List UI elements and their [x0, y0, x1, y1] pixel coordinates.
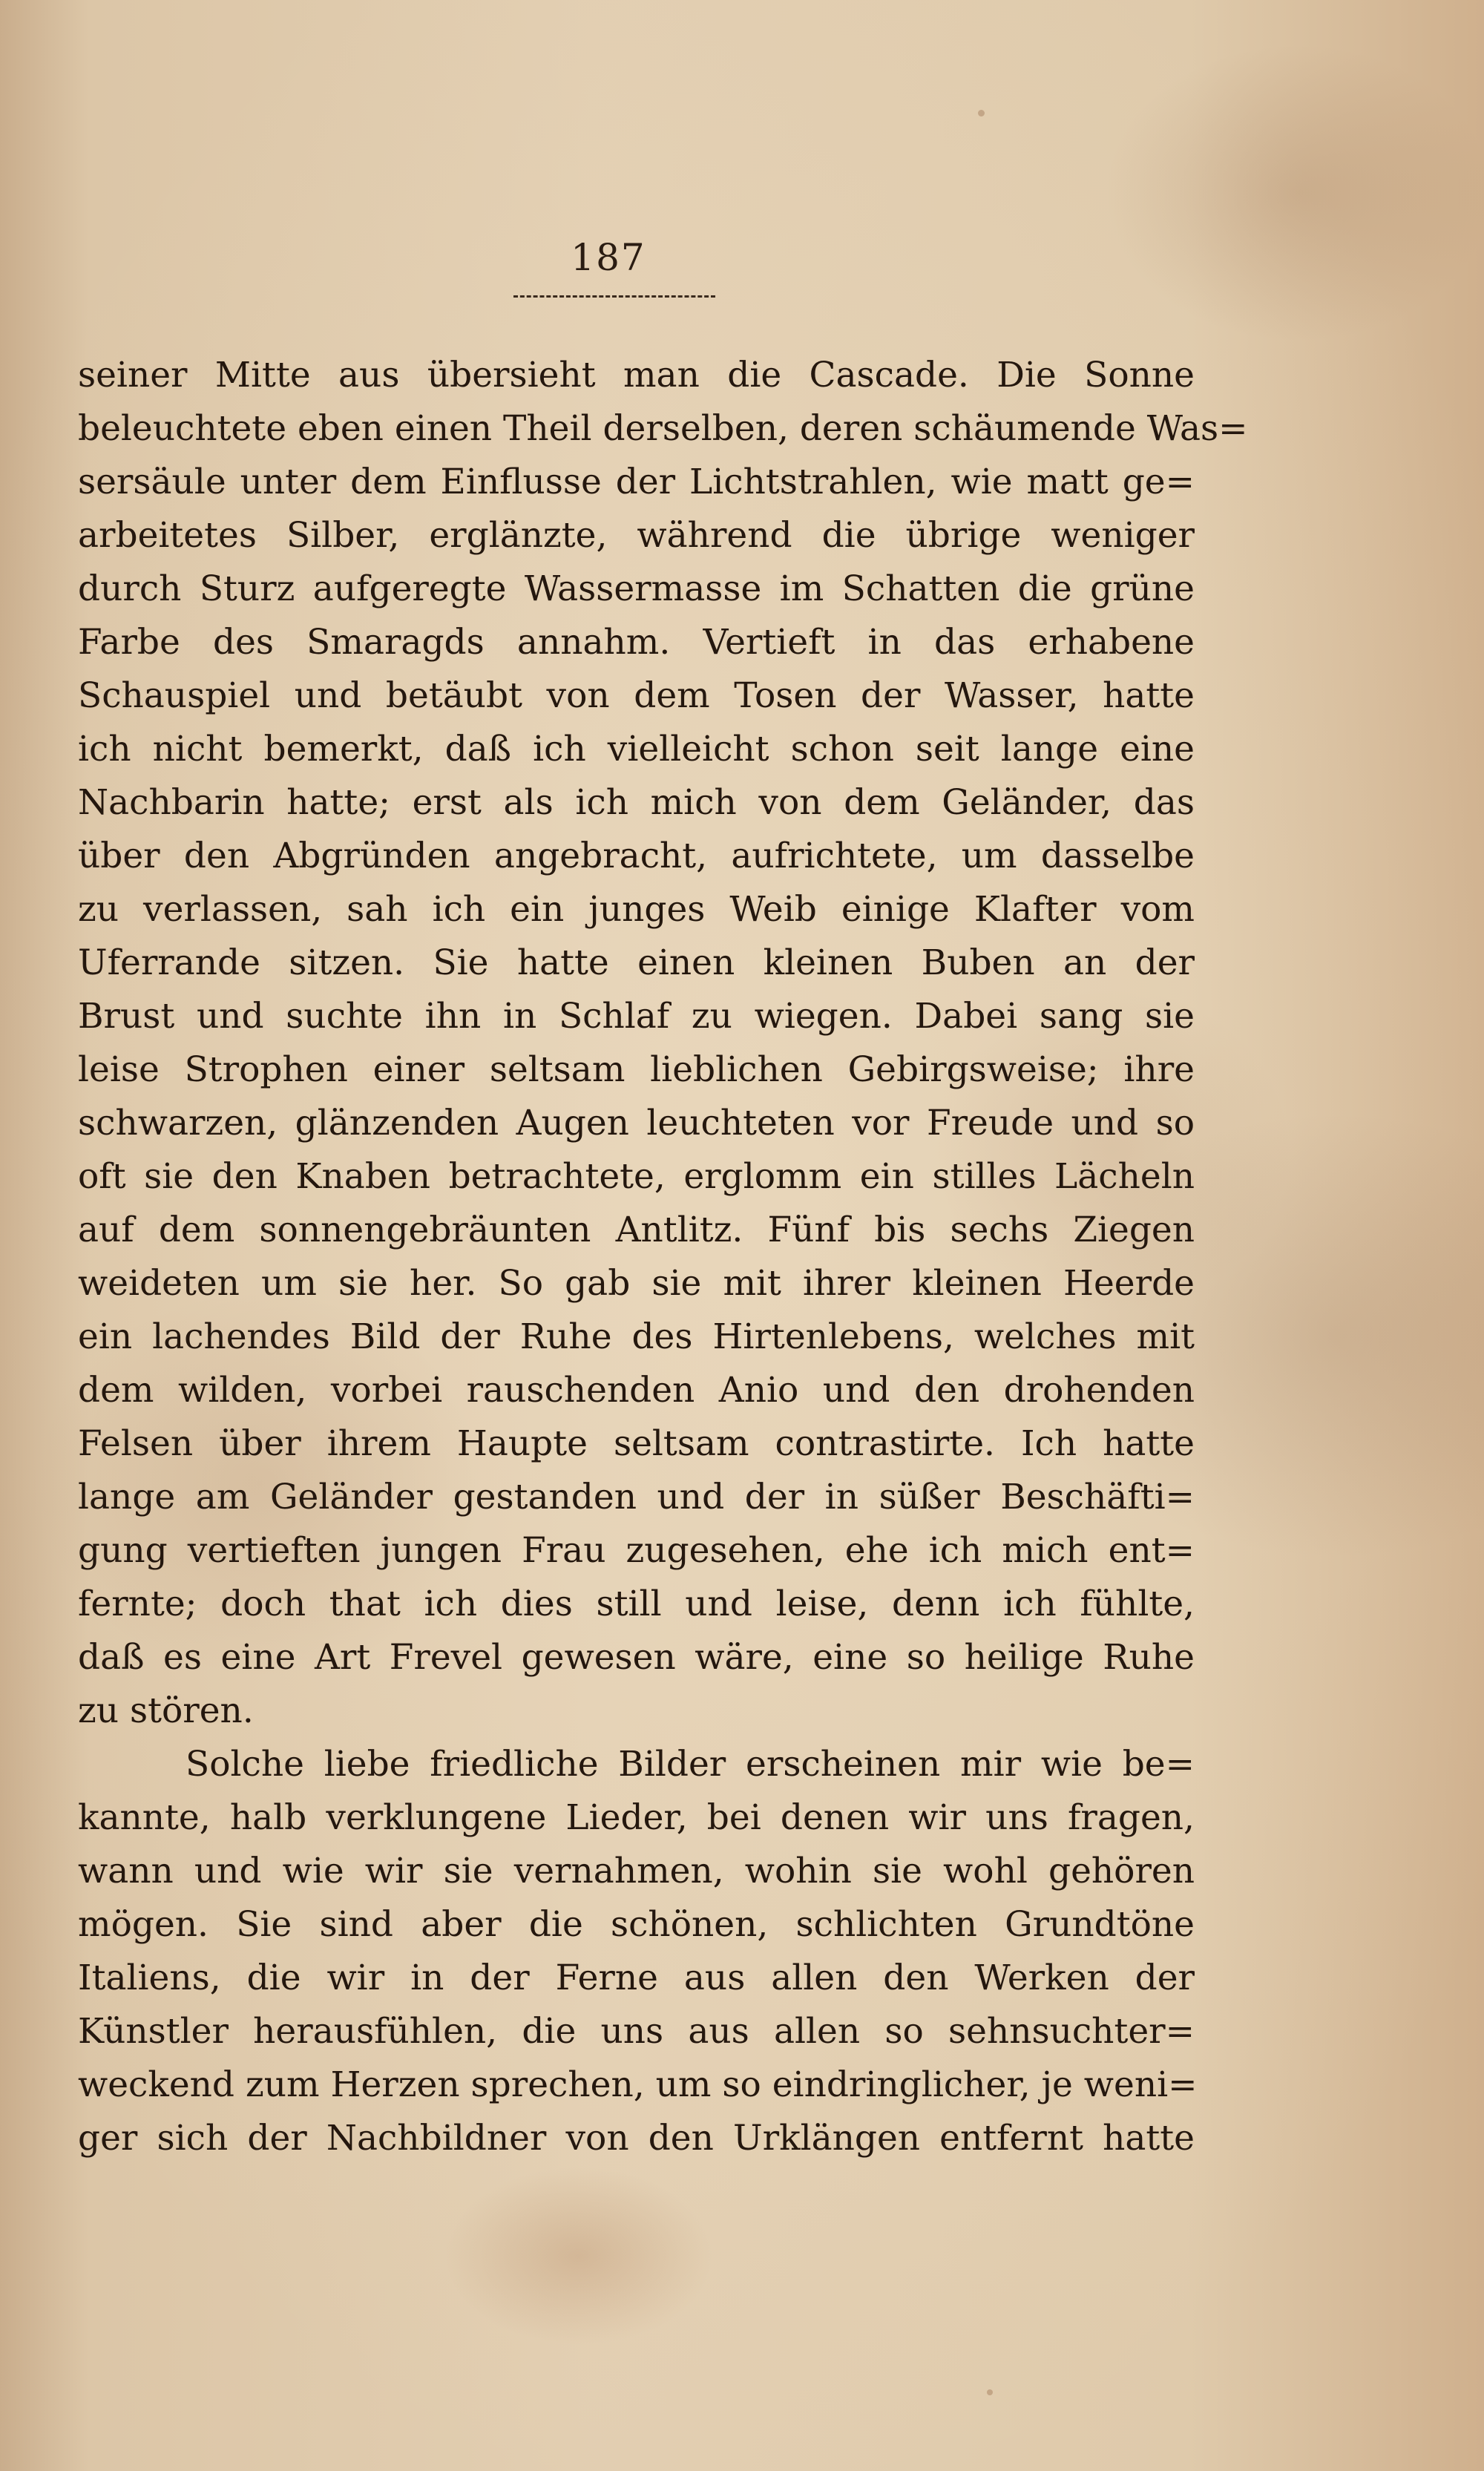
text-line: dem wilden, vorbei rauschenden Anio und den drohenden	[78, 1370, 1195, 1411]
text-line: wann und wie wir sie vernahmen, wohin sie wohl gehören	[78, 1851, 1195, 1891]
text-line: sersäule unter dem Einflusse der Lichtstrahlen, wie matt ge=	[78, 462, 1195, 502]
text-line: Solche liebe friedliche Bilder erscheinen mir wie be=	[186, 1744, 1195, 1785]
text-line: Schauspiel und betäubt von dem Tosen der Wasser, hatte	[78, 675, 1195, 716]
paragraph-2	[78, 1738, 1198, 2165]
foxing-stain	[987, 2389, 993, 2395]
text-line: über den Abgründen angebracht, aufrichtete, um dasselbe	[78, 836, 1195, 876]
text-line: Felsen über ihrem Haupte seltsam contrastirte. Ich hatte	[78, 1423, 1195, 1464]
text-line: ein lachendes Bild der Ruhe des Hirtenlebens, welches mit	[78, 1316, 1195, 1357]
text-line: fernte; doch that ich dies still und leise, denn ich fühlte,	[78, 1584, 1195, 1624]
paragraph-1	[78, 349, 1248, 1738]
text-line: durch Sturz aufgeregte Wassermasse im Schatten die grüne	[78, 568, 1195, 609]
text-line: weideten um sie her. So gab sie mit ihrer kleinen Heerde	[78, 1263, 1195, 1304]
text-line: zu verlassen, sah ich ein junges Weib einige Klafter vom	[78, 889, 1195, 930]
text-line: Künstler herausfühlen, die uns aus allen so sehnsuchter=	[78, 2011, 1195, 2052]
text-line: oft sie den Knaben betrachtete, erglomm ein stilles Lächeln	[78, 1156, 1195, 1197]
text-line: leise Strophen einer seltsam lieblichen Gebirgsweise; ihre	[78, 1049, 1195, 1090]
text-line: kannte, halb verklungene Lieder, bei denen wir uns fragen,	[78, 1797, 1195, 1838]
text-line: ger sich der Nachbildner von den Urklängen entfernt hatte	[78, 2118, 1195, 2159]
page-number: 187	[571, 236, 646, 279]
text-line: ich nicht bemerkt, daß ich vielleicht schon seit lange eine	[78, 729, 1195, 769]
text-line: mögen. Sie sind aber die schönen, schlichten Grundtöne	[78, 1904, 1195, 1945]
text-line: Farbe des Smaragds annahm. Vertieft in das erhabene	[78, 622, 1195, 663]
text-line: Brust und suchte ihn in Schlaf zu wiegen. Dabei sang sie	[78, 996, 1195, 1037]
text-line: weckend zum Herzen sprechen, um so eindringlicher, je weni=	[78, 2064, 1198, 2105]
text-line: seiner Mitte aus übersieht man die Cascade. Die Sonne	[78, 355, 1195, 396]
foxing-stain	[978, 110, 985, 117]
text-line: Italiens, die wir in der Ferne aus allen den Werken der	[78, 1958, 1195, 1998]
text-line: Uferrande sitzen. Sie hatte einen kleinen Buben an der	[78, 942, 1195, 983]
text-line: Nachbarin hatte; erst als ich mich von dem Geländer, das	[78, 782, 1195, 823]
text-line: schwarzen, glänzenden Augen leuchteten vor Freude und so	[78, 1103, 1195, 1143]
text-line: beleuchtete eben einen Theil derselben, deren schäumende Was=	[78, 408, 1248, 449]
body-text	[78, 349, 1248, 2165]
text-line: auf dem sonnengebräunten Antlitz. Fünf bis sechs Ziegen	[78, 1210, 1195, 1250]
text-line: zu stören.	[78, 1690, 254, 1731]
header-rule	[513, 295, 715, 298]
text-line: gung vertieften jungen Frau zugesehen, ehe ich mich ent=	[78, 1530, 1195, 1571]
text-line: daß es eine Art Frevel gewesen wäre, eine so heilige Ruhe	[78, 1637, 1195, 1678]
text-line: arbeitetes Silber, erglänzte, während die übrige weniger	[78, 515, 1195, 556]
text-line: lange am Geländer gestanden und der in süßer Beschäfti=	[78, 1477, 1195, 1517]
